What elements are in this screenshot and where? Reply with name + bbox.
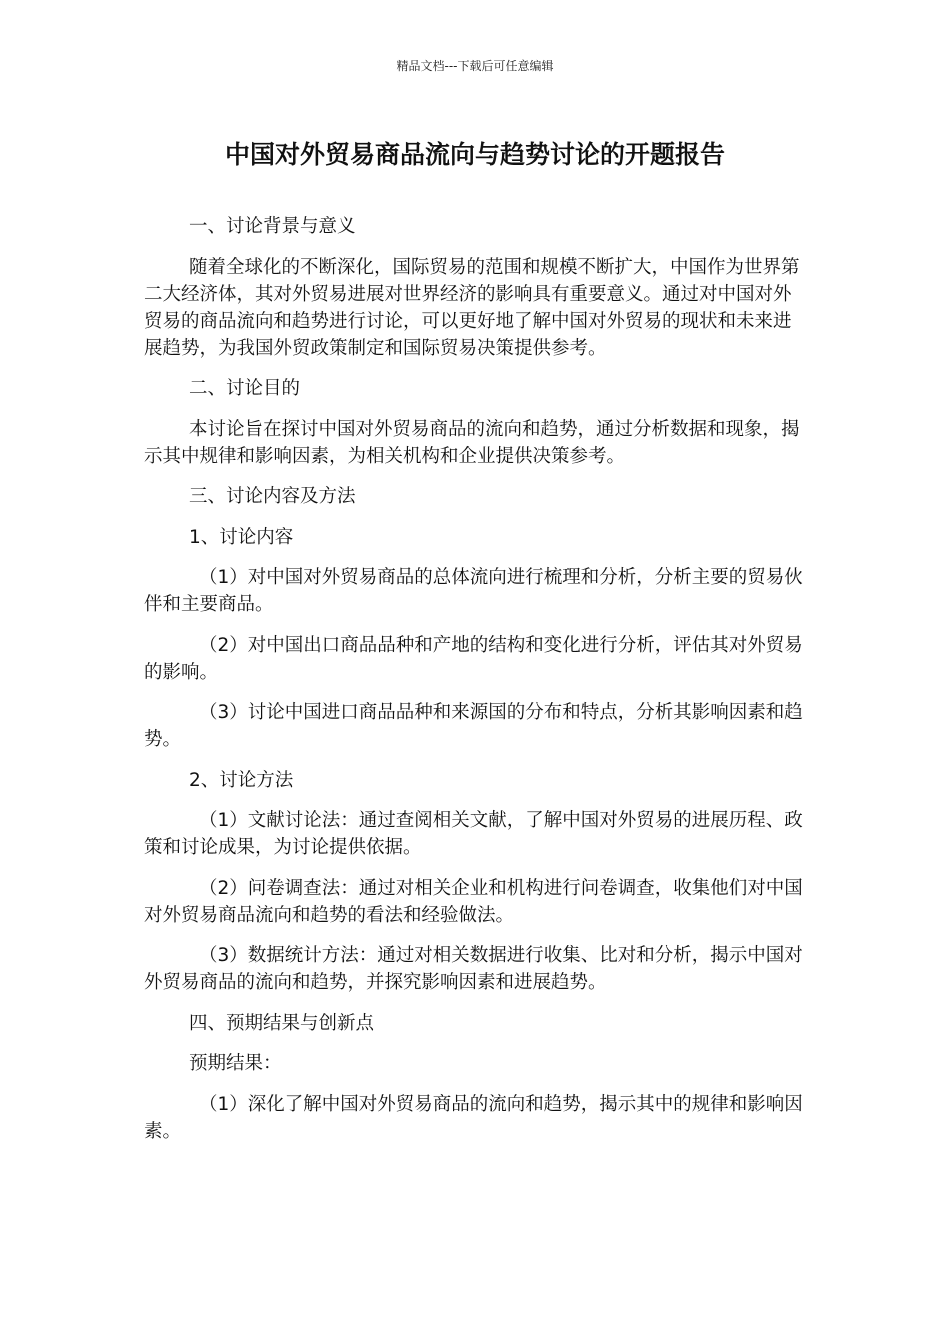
- section-heading-purpose: 二、讨论目的: [189, 378, 301, 399]
- content-item: （3）讨论中国进口商品品种和来源国的分布和特点，分析其影响因素和趋势。: [144, 702, 803, 750]
- paragraph-purpose: 本讨论旨在探讨中国对外贸易商品的流向和趋势，通过分析数据和现象，揭示其中规律和影响因素，为相关机构和企业提供决策参考。: [144, 418, 800, 467]
- section-heading-content-methods: 三、讨论内容及方法: [189, 486, 356, 507]
- method-item: （1）文献讨论法：通过查阅相关文献，了解中国对外贸易的进展历程、政策和讨论成果，为讨论提供依据。: [144, 810, 803, 858]
- paragraph-background: 随着全球化的不断深化，国际贸易的范围和规模不断扩大，中国作为世界第二大经济体，其对外贸易进展对世界经济的影响具有重要意义。通过对中国对外贸易的商品流向和趋势进行讨论，可以更好地了解中国对外贸易的现状和未来进展趋势，为我国外贸政策制定和国际贸易决策提供参考。: [144, 256, 800, 359]
- document-title: 中国对外贸易商品流向与趋势讨论的开题报告: [224, 140, 725, 169]
- subheading-content: 1、讨论内容: [189, 526, 294, 548]
- method-item: （2）问卷调查法：通过对相关企业和机构进行问卷调查，收集他们对中国对外贸易商品流向和趋势的看法和经验做法。: [144, 877, 803, 926]
- subheading-methods: 2、讨论方法: [189, 769, 294, 791]
- expected-results-label: 预期结果：: [189, 1053, 282, 1074]
- content-item: （1）对中国对外贸易商品的总体流向进行梳理和分析，分析主要的贸易伙伴和主要商品。: [144, 567, 803, 615]
- section-heading-background: 一、讨论背景与意义: [189, 216, 356, 237]
- document-body: [144, 213, 806, 1158]
- method-item: （3）数据统计方法：通过对相关数据进行收集、比对和分析，揭示中国对外贸易商品的流向和趋势，并探究影响因素和进展趋势。: [144, 945, 803, 993]
- expected-result-item: （1）深化了解中国对外贸易商品的流向和趋势，揭示其中的规律和影响因素。: [144, 1093, 803, 1142]
- content-item: （2）对中国出口商品品种和产地的结构和变化进行分析，评估其对外贸易的影响。: [144, 634, 803, 683]
- section-heading-expected-results: 四、预期结果与创新点: [189, 1012, 375, 1034]
- header-note: 精品文档---下载后可任意编辑: [396, 59, 554, 73]
